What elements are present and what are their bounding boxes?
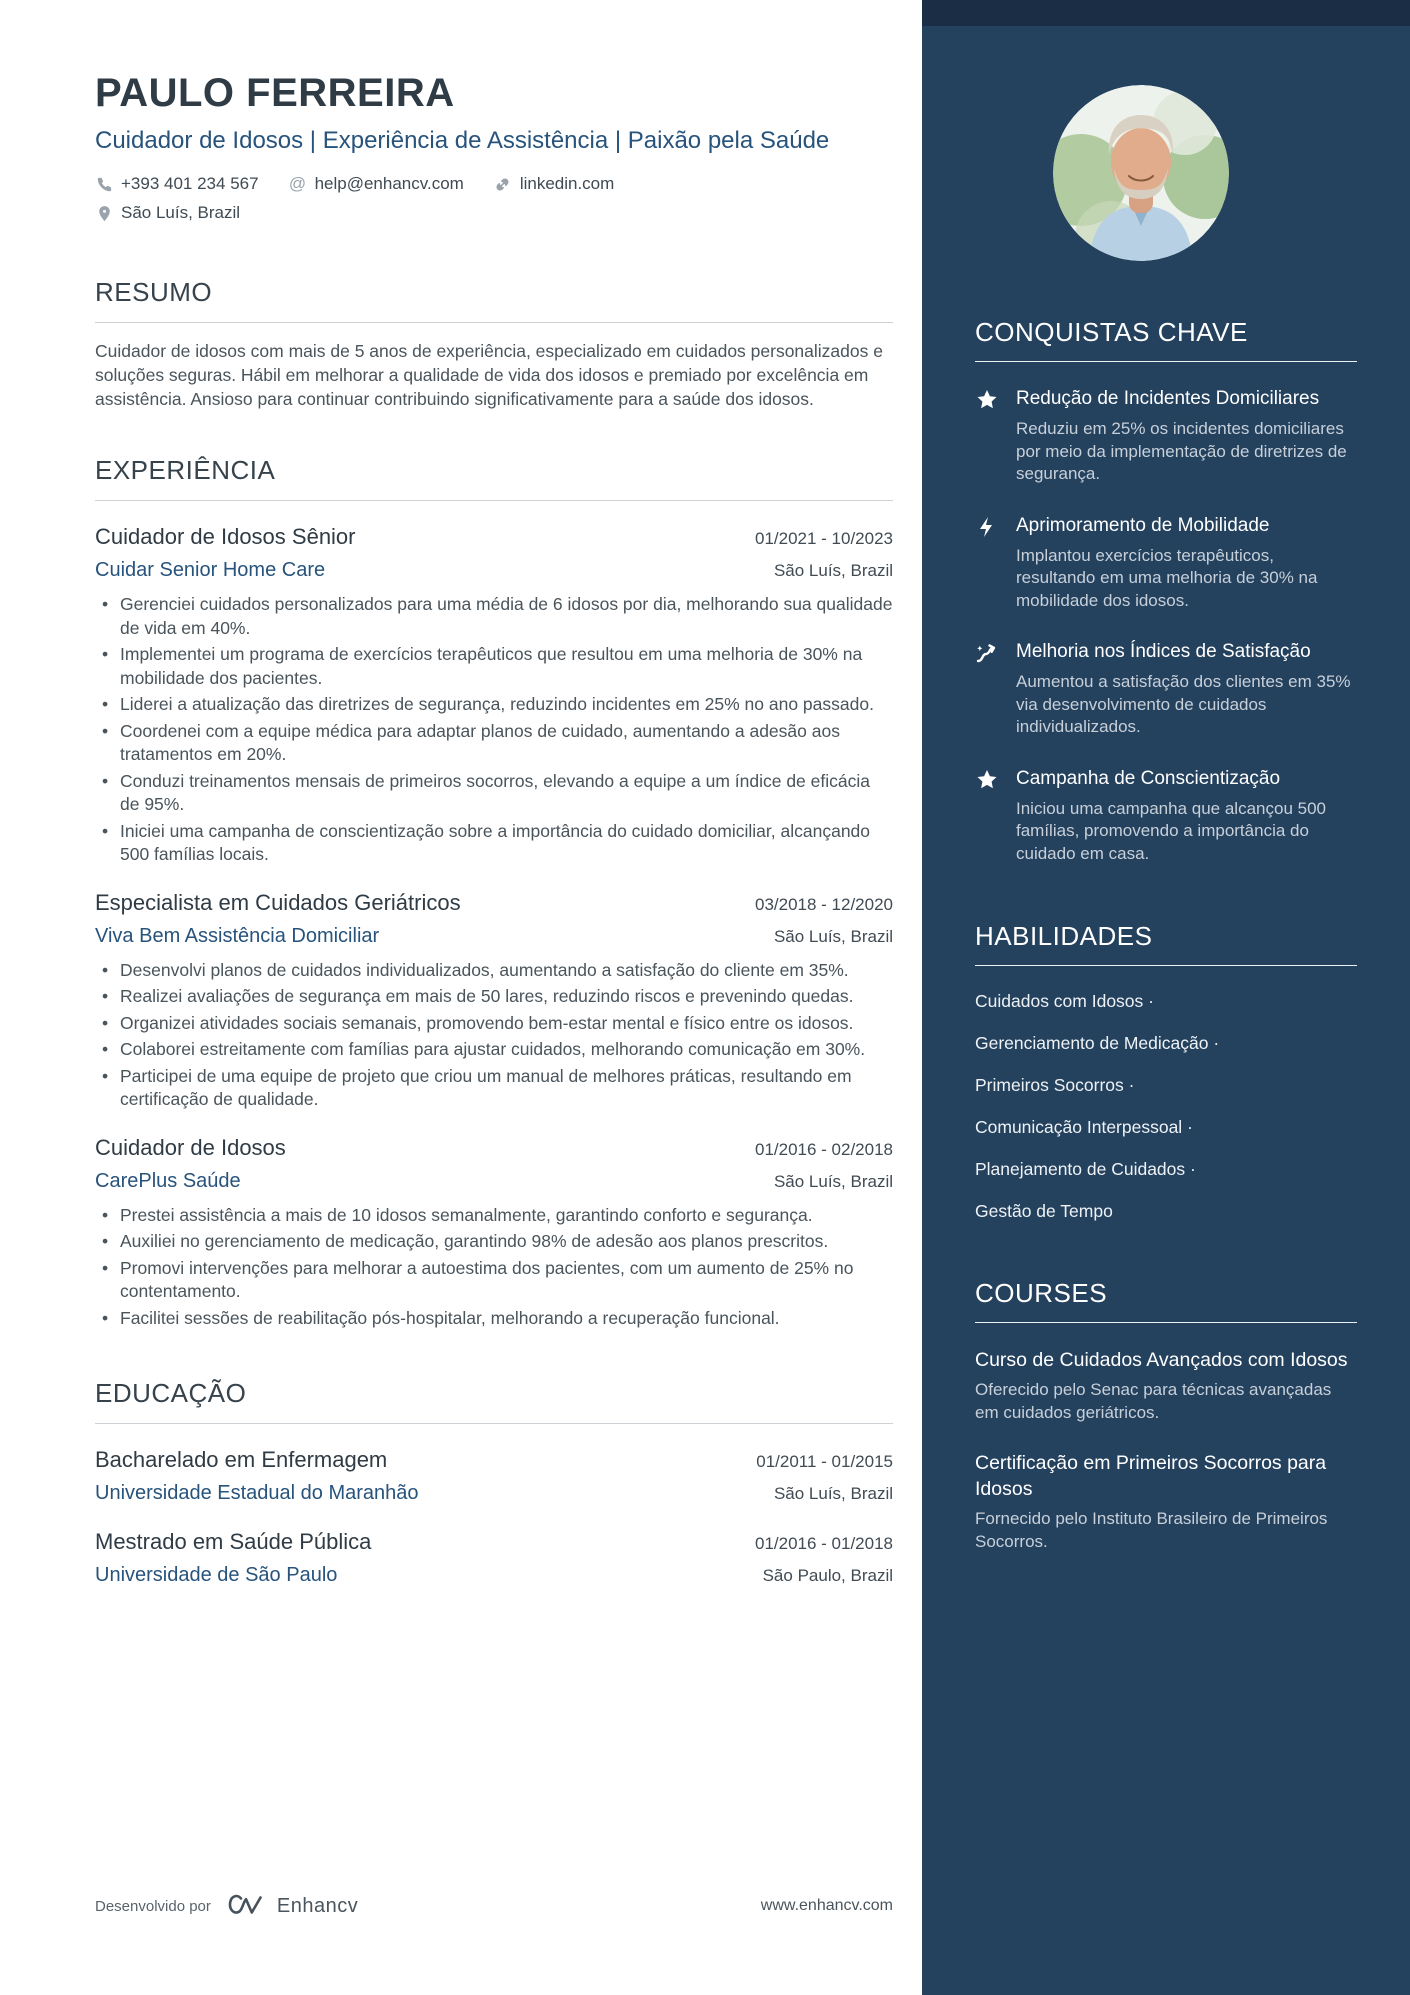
location-pin-icon bbox=[95, 204, 113, 222]
sidebar bbox=[922, 0, 1410, 1995]
bullet-item: • Organizei atividades sociais semanais, promovendo bem-estar mental e físico entre os idosos. bbox=[95, 1012, 893, 1036]
achievement-item bbox=[975, 513, 1357, 613]
achievement-title: Redução de Incidentes Domiciliares bbox=[1016, 388, 1320, 409]
education-dates: 01/2016 - 01/2018 bbox=[754, 1534, 893, 1553]
school-name: Universidade Estadual do Maranhão bbox=[95, 1482, 419, 1504]
main-content bbox=[95, 0, 893, 1588]
courses-section bbox=[975, 1278, 1357, 1553]
education-location: São Luís, Brazil bbox=[773, 1484, 893, 1503]
job-title: Especialista em Cuidados Geriátricos bbox=[95, 889, 461, 915]
achievement-text: Reduziu em 25% os incidentes domiciliares por meio da implementação de diretrizes de segurança. bbox=[1016, 419, 1347, 483]
profile-photo-image bbox=[1053, 85, 1229, 261]
contact-row bbox=[95, 174, 893, 194]
bullet-item: • Liderei a atualização das diretrizes de segurança, reduzindo incidentes em 25% no ano passado. bbox=[95, 693, 893, 717]
bullet-item: • Coordenei com a equipe médica para adaptar planos de cuidado, aumentando a adesão aos tratamentos em 20%. bbox=[95, 720, 893, 767]
location-row bbox=[95, 203, 893, 223]
achievements-section bbox=[975, 317, 1357, 865]
powered-by-label: Desenvolvido por bbox=[95, 1897, 211, 1915]
skill-item: Cuidados com Idosos · bbox=[975, 991, 1154, 1011]
skill-item: Comunicação Interpessoal · bbox=[975, 1117, 1193, 1137]
educacao-section bbox=[95, 1378, 893, 1588]
course-title: Curso de Cuidados Avançados com Idosos bbox=[975, 1349, 1348, 1371]
job-company: Cuidar Senior Home Care bbox=[95, 559, 326, 581]
job-company: Viva Bem Assistência Domiciliar bbox=[95, 924, 380, 947]
course-text: Oferecido pelo Senac para técnicas avançadas em cuidados geriátricos. bbox=[975, 1380, 1332, 1422]
job-location: São Luís, Brazil bbox=[773, 926, 893, 946]
education-entry bbox=[95, 1528, 893, 1588]
education-dates: 01/2011 - 01/2015 bbox=[756, 1452, 893, 1471]
skills-section bbox=[975, 921, 1357, 1222]
bullet-item: • Colaborei estreitamente com famílias para ajustar cuidados, melhorando comunicação em 30%. bbox=[95, 1038, 893, 1062]
achievement-text: Iniciou uma campanha que alcançou 500 famílias, promovendo a importância do cuidado em casa. bbox=[1016, 798, 1326, 863]
star-icon bbox=[975, 386, 1001, 486]
job-bullets bbox=[95, 593, 893, 867]
achievement-title: Melhoria nos Índices de Satisfação bbox=[1016, 641, 1311, 662]
school-name: Universidade de São Paulo bbox=[95, 1564, 338, 1586]
educacao-heading: EDUCAÇÃO bbox=[95, 1378, 893, 1424]
skill-item: Gerenciamento de Medicação · bbox=[975, 1033, 1220, 1053]
job-entry bbox=[95, 1134, 893, 1331]
job-location: São Luís, Brazil bbox=[773, 561, 893, 580]
job-dates: 03/2018 - 12/2020 bbox=[754, 894, 893, 914]
at-icon: @ bbox=[288, 174, 307, 193]
brand-name: Enhancv bbox=[276, 1894, 359, 1917]
bullet-item: • Facilitei sessões de reabilitação pós-hospitalar, melhorando a recuperação funcional. bbox=[95, 1307, 893, 1331]
person-title: Cuidador de Idosos | Experiência de Assistência | Paixão pela Saúde bbox=[95, 127, 830, 154]
experiencia-section bbox=[95, 455, 893, 1330]
job-entry bbox=[95, 523, 893, 867]
courses-heading: COURSES bbox=[975, 1278, 1357, 1323]
phone-icon bbox=[95, 175, 113, 193]
email-contact[interactable] bbox=[289, 174, 464, 194]
bullet-item: • Desenvolvi planos de cuidados individualizados, aumentando a satisfação do cliente em 35%. bbox=[95, 959, 893, 983]
skill-item: Planejamento de Cuidados · bbox=[975, 1159, 1196, 1179]
resumo-section bbox=[95, 277, 893, 411]
job-dates: 01/2021 - 10/2023 bbox=[754, 529, 893, 548]
course-title: Certificação em Primeiros Socorros para Idosos bbox=[975, 1452, 1327, 1500]
bolt-icon bbox=[975, 513, 1001, 613]
achievement-text: Implantou exercícios terapêuticos, resultando em uma melhoria de 30% na mobilidade dos idosos. bbox=[1016, 545, 1318, 610]
winding-arrow-icon bbox=[975, 639, 1001, 739]
achievements-heading: CONQUISTAS CHAVE bbox=[975, 317, 1357, 362]
footer-website[interactable]: www.enhancv.com bbox=[760, 1897, 893, 1914]
achievement-item bbox=[975, 386, 1357, 486]
bullet-item: • Prestei assistência a mais de 10 idosos semanalmente, garantindo conforto e segurança. bbox=[95, 1204, 893, 1228]
bullet-item: • Realizei avaliações de segurança em mais de 50 lares, reduzindo riscos e prevenindo quedas. bbox=[95, 985, 893, 1009]
website-url: linkedin.com bbox=[519, 174, 615, 193]
enhancv-logo-icon bbox=[221, 1893, 267, 1919]
bullet-item: • Iniciei uma campanha de conscientização sobre a importância do cuidado domiciliar, alcançando 500 famílias locais. bbox=[95, 820, 893, 867]
phone-contact[interactable] bbox=[95, 174, 259, 194]
degree-title: Bacharelado em Enfermagem bbox=[95, 1447, 388, 1472]
achievement-item bbox=[975, 766, 1357, 866]
email-address: help@enhancv.com bbox=[314, 174, 464, 193]
location-item bbox=[95, 203, 240, 223]
course-item bbox=[975, 1450, 1357, 1553]
job-title: Cuidador de Idosos Sênior bbox=[95, 524, 356, 549]
bullet-item: • Promovi intervenções para melhorar a autoestima dos pacientes, com um aumento de 25% no contentamento. bbox=[95, 1257, 893, 1304]
skill-item: Gestão de Tempo bbox=[975, 1201, 1113, 1221]
link-icon bbox=[494, 175, 512, 193]
bullet-item: • Conduzi treinamentos mensais de primeiros socorros, elevando a equipe a um índice de eficácia de 95%. bbox=[95, 770, 893, 817]
achievement-title: Aprimoramento de Mobilidade bbox=[1016, 514, 1270, 536]
resumo-text: Cuidador de idosos com mais de 5 anos de experiência, especializado em cuidados personalizados e soluções seguras. Hábil em melhorar a qualidade de vida dos idosos e premiado por excelência em assistência. Ansioso para continuar contribuindo significativamente para a saúde dos idosos. bbox=[95, 341, 883, 409]
job-company: CarePlus Saúde bbox=[95, 1169, 241, 1192]
education-location: São Paulo, Brazil bbox=[762, 1566, 893, 1585]
job-bullets bbox=[95, 959, 893, 1112]
resumo-heading: RESUMO bbox=[95, 277, 893, 323]
person-name: PAULO FERREIRA bbox=[95, 71, 455, 115]
education-entry bbox=[95, 1446, 893, 1506]
bullet-item: • Gerenciei cuidados personalizados para uma média de 6 idosos por dia, melhorando sua qualidade de vida em 40%. bbox=[95, 593, 893, 640]
course-text: Fornecido pelo Instituto Brasileiro de Primeiros Socorros. bbox=[975, 1509, 1328, 1551]
degree-title: Mestrado em Saúde Pública bbox=[95, 1529, 372, 1554]
achievement-text: Aumentou a satisfação dos clientes em 35% via desenvolvimento de cuidados individualizados. bbox=[1016, 672, 1351, 736]
achievement-item bbox=[975, 639, 1357, 739]
course-item bbox=[975, 1347, 1357, 1424]
sidebar-top-band bbox=[922, 0, 1410, 26]
linkedin-contact[interactable] bbox=[494, 174, 615, 194]
skills-heading: HABILIDADES bbox=[975, 921, 1357, 966]
star-icon bbox=[975, 766, 1001, 866]
job-dates: 01/2016 - 02/2018 bbox=[754, 1139, 893, 1159]
bullet-item: • Participei de uma equipe de projeto que criou um manual de melhores práticas, resultando em certificação de qualidade. bbox=[95, 1065, 893, 1112]
location-text: São Luís, Brazil bbox=[121, 203, 241, 222]
skill-item: Primeiros Socorros · bbox=[975, 1075, 1135, 1095]
achievement-title: Campanha de Conscientização bbox=[1016, 767, 1281, 789]
footer bbox=[95, 1893, 893, 1919]
job-bullets bbox=[95, 1204, 893, 1331]
bullet-item: • Auxiliei no gerenciamento de medicação, garantindo 98% de adesão aos planos prescritos. bbox=[95, 1230, 893, 1254]
bullet-item: • Implementei um programa de exercícios terapêuticos que resultou em uma melhoria de 30% na mobilidade dos pacientes. bbox=[95, 643, 893, 690]
experiencia-heading: EXPERIÊNCIA bbox=[95, 455, 893, 501]
job-entry bbox=[95, 889, 893, 1112]
page-header bbox=[95, 70, 893, 223]
job-location: São Luís, Brazil bbox=[773, 1171, 893, 1191]
profile-photo bbox=[1053, 85, 1229, 261]
phone-number: +393 401 234 567 bbox=[121, 174, 259, 193]
job-title: Cuidador de Idosos bbox=[95, 1134, 286, 1160]
